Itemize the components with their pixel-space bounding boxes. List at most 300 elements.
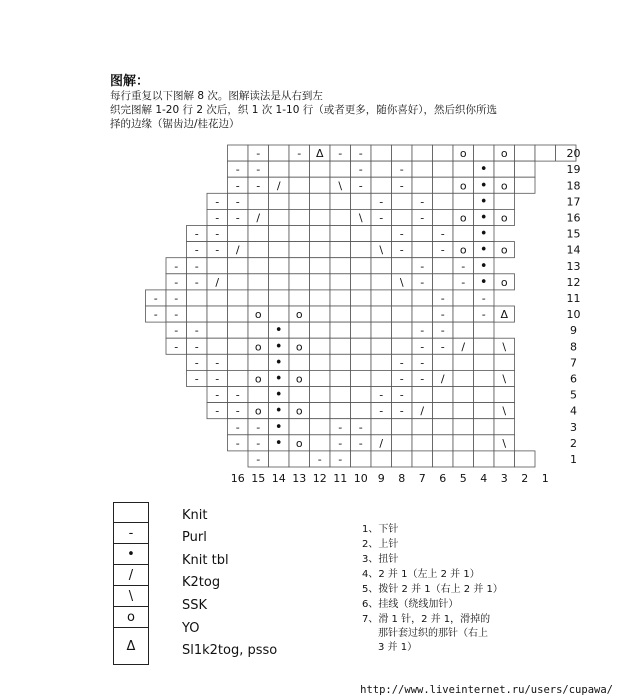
stitch-symbol: • [274,435,283,451]
stitch-symbol: - [174,275,179,289]
chart-cell [474,419,495,435]
chart-cell [289,226,310,242]
chart-cell [412,290,433,306]
stitch-symbol: • [479,258,488,274]
stitch-symbol: / [235,243,240,257]
stitch-symbol: \ [338,179,343,193]
stitch-symbol: - [194,259,199,273]
column-number: 15 [251,472,266,485]
stitch-symbol: - [399,372,404,386]
stitch-symbol: - [235,179,240,193]
chart-cell [351,322,372,338]
chart-cell [371,419,392,435]
stitch-symbol: o [295,436,303,450]
stitch-symbol: - [399,243,404,257]
chart-cell [228,226,249,242]
row-number: 5 [570,388,577,402]
legend-symbol-knit-tbl: • [113,544,149,565]
stitch-symbol: / [215,275,220,289]
stitch-symbol: - [317,452,322,466]
chart-cell [474,338,495,354]
legend-label-sl1k2tog: Sl1k2tog, psso [182,643,278,658]
chart-cell [228,306,249,322]
chart-cell [474,145,495,161]
chart-cell [269,451,290,467]
chart-cell [412,177,433,193]
note-7-cont-1: 那针套过织的那针（右上 [378,628,488,639]
stitch-symbol: • [274,371,283,387]
chart-cell [371,226,392,242]
chart-cell [289,177,310,193]
stitch-symbol: - [256,420,261,434]
stitch-symbol: - [194,275,199,289]
chart-cell [433,193,454,209]
stitch-symbol: \ [502,404,507,418]
stitch-symbol: o [254,404,262,418]
stitch-symbol: \ [502,340,507,354]
chart-cell [269,274,290,290]
legend-label-yo: YO [182,621,200,636]
row-number: 13 [566,259,581,273]
chart-cell [453,193,474,209]
watermark-url: http://www.liveinternet.ru/users/cupawa/ [360,684,613,696]
chart-cell [187,290,208,306]
stitch-symbol: - [215,372,220,386]
row-number: 18 [566,179,581,193]
chart-cell [351,403,372,419]
stitch-symbol: - [358,163,363,177]
chart-cell [351,290,372,306]
column-number: 10 [353,472,368,485]
stitch-symbol: - [379,388,384,402]
chart-cell [187,306,208,322]
chart-cell [310,177,331,193]
stitch-symbol: - [420,211,425,225]
stitch-symbol: / [256,211,261,225]
stitch-symbol: - [420,324,425,338]
chart-cell [453,403,474,419]
chart-cell [228,338,249,354]
stitch-symbol: o [459,243,467,257]
chart-cell [474,435,495,451]
chart-cell [207,306,228,322]
row-number: 2 [570,436,577,450]
stitch-symbol: \ [502,436,507,450]
chart-cell [248,193,269,209]
chart-cell [371,370,392,386]
stitch-symbol: - [174,259,179,273]
row-number: 19 [566,163,581,177]
stitch-symbol: o [295,308,303,322]
chart-cell [310,290,331,306]
chart-cell [330,387,351,403]
chart-cell [310,435,331,451]
row-number: 17 [566,195,581,209]
stitch-symbol: - [399,404,404,418]
chart-cell [330,242,351,258]
stitch-symbol: - [215,211,220,225]
chart-cell [494,419,515,435]
row-number: 9 [570,324,577,338]
chart-cell [392,435,413,451]
chart-cell [289,451,310,467]
chart-cell [453,387,474,403]
stitch-symbol: o [500,211,508,225]
legend-symbol-ssk: \ [113,586,149,607]
chart-cell [351,226,372,242]
column-number: 1 [541,472,549,485]
stitch-symbol: o [459,179,467,193]
stitch-symbol: - [358,179,363,193]
chart-cell [248,322,269,338]
chart-cell [330,370,351,386]
page-title: 图解： [110,74,150,89]
stitch-symbol: - [153,308,158,322]
chart-cell [310,242,331,258]
chart-cell [494,193,515,209]
stitch-symbol: - [420,372,425,386]
column-number: 13 [292,472,307,485]
column-number: 7 [418,472,426,485]
stitch-symbol: - [215,195,220,209]
stitch-symbol: - [194,324,199,338]
stitch-symbol: - [297,147,302,161]
stitch-symbol: - [215,243,220,257]
row-number: 20 [566,147,581,161]
stitch-symbol: • [274,355,283,371]
chart-cell [371,274,392,290]
stitch-symbol: - [358,147,363,161]
chart-cell [453,322,474,338]
stitch-symbol: • [274,403,283,419]
chart-cell [310,387,331,403]
legend-label-purl: Purl [182,530,207,545]
chart-cell [453,419,474,435]
chart-cell [310,419,331,435]
intro-line-2: 织完图解 1-20 行 2 次后，织 1 次 1-10 行（或者更多，随你喜好），然后织你所选 [110,104,497,116]
stitch-symbol: - [461,275,466,289]
row-number: 3 [570,420,577,434]
chart-cell [228,370,249,386]
stitch-symbol: o [459,211,467,225]
stitch-symbol: - [399,356,404,370]
chart-cell [248,226,269,242]
note-1: 1、下针 [362,524,399,535]
stitch-symbol: o [295,404,303,418]
chart-cell [433,419,454,435]
stitch-symbol: \ [358,211,363,225]
chart-cell [392,290,413,306]
chart-cell [330,209,351,225]
row-number: 11 [566,291,581,305]
stitch-symbol: • [274,419,283,435]
chart-cell [474,370,495,386]
chart-cell [392,193,413,209]
stitch-symbol: / [379,436,384,450]
stitch-symbol: - [174,324,179,338]
stitch-symbol: Δ [315,147,324,161]
chart-cell [351,451,372,467]
legend-label-knit: Knit [182,508,208,523]
stitch-symbol: o [254,308,262,322]
column-number: 2 [521,472,529,485]
stitch-symbol: • [274,323,283,339]
chart-cell [433,435,454,451]
chart-cell [269,242,290,258]
chart-cell [330,290,351,306]
stitch-symbol: - [153,291,158,305]
chart-cell [515,177,536,193]
chart-cell [207,258,228,274]
chart-cell [330,161,351,177]
note-3: 3、扭针 [362,554,399,565]
stitch-symbol: - [379,404,384,418]
chart-cell [310,403,331,419]
chart-cell [433,387,454,403]
stitch-symbol: / [440,372,445,386]
chart-cell [351,370,372,386]
chart-cell [289,322,310,338]
stitch-symbol: - [379,211,384,225]
row-number: 4 [570,404,577,418]
chart-cell [207,290,228,306]
chart-cell [453,435,474,451]
stitch-symbol: - [420,259,425,273]
chart-cell [494,354,515,370]
chart-cell [392,322,413,338]
chart-cell [412,306,433,322]
chart-cell [392,145,413,161]
chart-cell [269,145,290,161]
column-number: 12 [312,472,327,485]
stitch-symbol: - [440,291,445,305]
column-number: 8 [398,472,406,485]
chart-cell [248,258,269,274]
stitch-symbol: • [479,242,488,258]
column-number: 9 [377,472,385,485]
stitch-symbol: - [399,227,404,241]
stitch-symbol: o [254,340,262,354]
chart-cell [269,161,290,177]
note-5: 5、拨针 2 并 1（右上 2 并 1） [362,584,503,595]
chart-cell [371,306,392,322]
row-number: 6 [570,372,577,386]
chart-cell [269,306,290,322]
chart-cell [453,226,474,242]
chart-cell [310,193,331,209]
stitch-symbol: - [440,340,445,354]
chart-cell [515,145,536,161]
column-number: 14 [271,472,286,485]
chart-cell [474,387,495,403]
stitch-symbol: o [500,243,508,257]
stitch-symbol: • [479,194,488,210]
chart-cell [433,161,454,177]
stitch-symbol: - [461,259,466,273]
stitch-symbol: - [440,308,445,322]
stitch-symbol: - [174,291,179,305]
chart-cell [433,403,454,419]
chart-cell [310,370,331,386]
chart-cell [371,258,392,274]
stitch-symbol: - [399,179,404,193]
chart-cell [412,435,433,451]
stitch-symbol: - [215,227,220,241]
chart-cell [433,145,454,161]
chart-cell [412,242,433,258]
chart-cell [535,145,556,161]
chart-cell [289,193,310,209]
stitch-symbol: - [235,211,240,225]
stitch-symbol: - [235,195,240,209]
chart-cell [289,258,310,274]
chart-cell [248,354,269,370]
chart-cell [412,145,433,161]
row-number: 10 [566,308,581,322]
stitch-symbol: o [500,179,508,193]
stitch-symbol: • [479,178,488,194]
chart-cell [433,451,454,467]
stitch-symbol: - [420,195,425,209]
chart-cell [371,145,392,161]
chart-cell [248,242,269,258]
chart-cell [330,274,351,290]
legend-label-knit-tbl: Knit tbl [182,553,229,568]
chart-cell [515,161,536,177]
note-7-cont-2: 3 并 1） [378,642,418,653]
column-number: 16 [230,472,245,485]
chart-cell [310,354,331,370]
chart-cell [228,274,249,290]
stitch-symbol: - [440,227,445,241]
legend-symbol-knit [113,502,149,523]
legend-symbol-sl1k2tog: Δ [113,628,149,665]
chart-cell [453,370,474,386]
chart-cell [269,258,290,274]
chart-cell [310,338,331,354]
chart-cell [269,290,290,306]
stitch-symbol: \ [379,243,384,257]
chart-cell [228,354,249,370]
chart-cell [371,354,392,370]
column-number: 4 [480,472,488,485]
chart-cell [289,354,310,370]
chart-cell [474,322,495,338]
stitch-symbol: / [420,404,425,418]
chart-cell [269,209,290,225]
stitch-symbol: - [235,404,240,418]
chart-cell [330,193,351,209]
note-7: 7、滑 1 针，2 并 1，滑掉的 [362,614,491,625]
chart-cell [248,387,269,403]
chart-cell [351,338,372,354]
stitch-symbol: - [338,452,343,466]
chart-cell [310,322,331,338]
chart-cell [289,274,310,290]
chart-cell [269,226,290,242]
legend-symbol-k2tog: / [113,565,149,586]
chart-cell [453,290,474,306]
row-number: 14 [566,243,581,257]
row-number: 8 [570,340,577,354]
stitch-symbol: - [235,163,240,177]
note-6: 6、挂线（绕线加针） [362,599,459,610]
stitch-symbol: o [295,340,303,354]
chart-cell [207,322,228,338]
row-number: 15 [566,227,581,241]
chart-cell [474,354,495,370]
stitch-symbol: - [256,163,261,177]
chart-cell [433,258,454,274]
chart-cell [248,274,269,290]
stitch-symbol: - [338,436,343,450]
stitch-symbol: - [440,243,445,257]
stitch-symbol: - [256,179,261,193]
chart-cell [310,258,331,274]
stitch-symbol: • [479,274,488,290]
chart-cell [371,161,392,177]
chart-cell [351,193,372,209]
stitch-symbol: - [420,340,425,354]
stitch-symbol: - [235,436,240,450]
chart-cell [433,209,454,225]
stitch-symbol: - [399,163,404,177]
row-number: 1 [570,452,577,466]
stitch-symbol: - [379,195,384,209]
chart-cell [453,161,474,177]
chart-cell [351,387,372,403]
chart-cell [351,306,372,322]
chart-cell [392,451,413,467]
stitch-symbol: - [215,404,220,418]
stitch-symbol: - [174,308,179,322]
chart-cell [371,177,392,193]
chart-cell [289,242,310,258]
stitch-symbol: o [500,275,508,289]
chart-cell [310,226,331,242]
chart-cell [474,403,495,419]
chart-cell [371,290,392,306]
chart-cell [289,387,310,403]
chart-cell [433,177,454,193]
chart-cell [371,322,392,338]
stitch-symbol: - [256,147,261,161]
row-number: 12 [566,275,581,289]
stitch-symbol: - [420,356,425,370]
stitch-symbol: - [174,340,179,354]
chart-cell [310,161,331,177]
stitch-symbol: - [399,388,404,402]
stitch-symbol: • [479,226,488,242]
stitch-symbol: - [194,340,199,354]
chart-cell [371,451,392,467]
chart-cell [310,306,331,322]
stitch-symbol: - [256,436,261,450]
stitch-symbol: / [276,179,281,193]
chart-cell [248,290,269,306]
stitch-symbol: • [274,339,283,355]
legend-label-k2tog: K2tog [182,575,221,590]
column-number: 6 [439,472,447,485]
chart-cell [494,161,515,177]
legend-label-ssk: SSK [182,598,208,613]
stitch-symbol: - [235,420,240,434]
stitch-symbol: - [235,388,240,402]
chart-cell [453,306,474,322]
stitch-symbol: o [295,372,303,386]
chart-cell [310,274,331,290]
chart-cell [330,258,351,274]
